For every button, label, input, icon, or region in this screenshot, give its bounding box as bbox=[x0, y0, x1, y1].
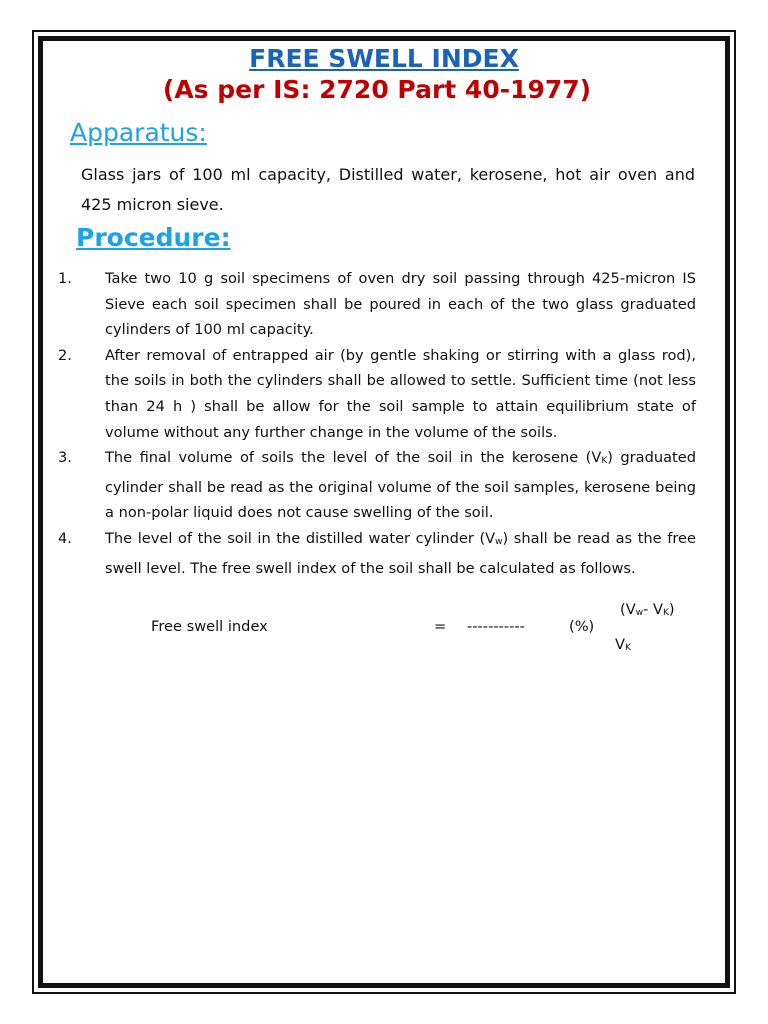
step-number: 2. bbox=[58, 346, 72, 364]
step-text bbox=[105, 445, 696, 526]
formula-percent: (%) bbox=[569, 618, 595, 635]
procedure-step-3 bbox=[58, 445, 696, 526]
procedure-steps bbox=[58, 266, 696, 581]
formula-equals: = bbox=[434, 618, 447, 635]
numerator-close: ) bbox=[668, 601, 675, 618]
formula-numerator bbox=[620, 601, 675, 622]
numerator-sub-k: K bbox=[662, 608, 669, 618]
formula-fraction-bar: ----------- bbox=[467, 618, 525, 635]
step-text: After removal of entrapped air (by gentle shaking or stirring with a glass rod), the soils in both the cylinders shall be allowed to settle. Sufficient time (not less than 24 h ) shall be allow for the soil sample to attain equilibrium state of volume without any further change in the volume of the soils. bbox=[105, 346, 696, 441]
subscript-w: w bbox=[495, 536, 503, 547]
page-title: FREE SWELL INDEX bbox=[249, 44, 519, 73]
step-text-part: The level of the soil in the distilled water cylinder (V bbox=[105, 529, 496, 547]
step-text-part: ) graduated cylinder shall be read as the original volume of the soil samples, kerosene being a non-polar liquid does not cause swelling of the soil. bbox=[105, 449, 696, 522]
step-text-part: The final volume of soils the level of the soil in the kerosene (V bbox=[105, 449, 602, 467]
apparatus-text: Glass jars of 100 ml capacity, Distilled water, kerosene, hot air oven and 425 micron sieve. bbox=[81, 165, 695, 214]
formula-denominator bbox=[615, 636, 631, 657]
numerator-mid: - V bbox=[643, 601, 663, 618]
procedure-step-2 bbox=[58, 343, 696, 445]
denominator-sub-k: K bbox=[624, 643, 631, 653]
procedure-step-1 bbox=[58, 266, 696, 343]
step-text: Take two 10 g soil specimens of oven dry soil passing through 425-micron IS Sieve each soil specimen shall be poured in each of the two glass graduated cylinders of 100 ml capacity. bbox=[105, 270, 696, 339]
step-number: 3. bbox=[58, 449, 72, 467]
step-number: 4. bbox=[58, 529, 72, 547]
apparatus-heading: Apparatus: bbox=[70, 118, 207, 147]
procedure-heading: Procedure: bbox=[76, 223, 231, 252]
step-number: 1. bbox=[58, 270, 72, 287]
subscript-k: K bbox=[601, 456, 608, 467]
step-text-part: ) shall be read as the free swell level. The free swell index of the soil shall be calculated as follows. bbox=[105, 529, 697, 577]
denominator-v: V bbox=[615, 636, 625, 653]
step-text bbox=[105, 526, 696, 581]
numerator-sub-w: w bbox=[635, 608, 644, 618]
formula-label: Free swell index bbox=[151, 618, 268, 635]
page-subtitle: (As per IS: 2720 Part 40-1977) bbox=[162, 75, 592, 104]
procedure-step-4 bbox=[58, 526, 696, 581]
numerator-open: (V bbox=[620, 601, 636, 618]
